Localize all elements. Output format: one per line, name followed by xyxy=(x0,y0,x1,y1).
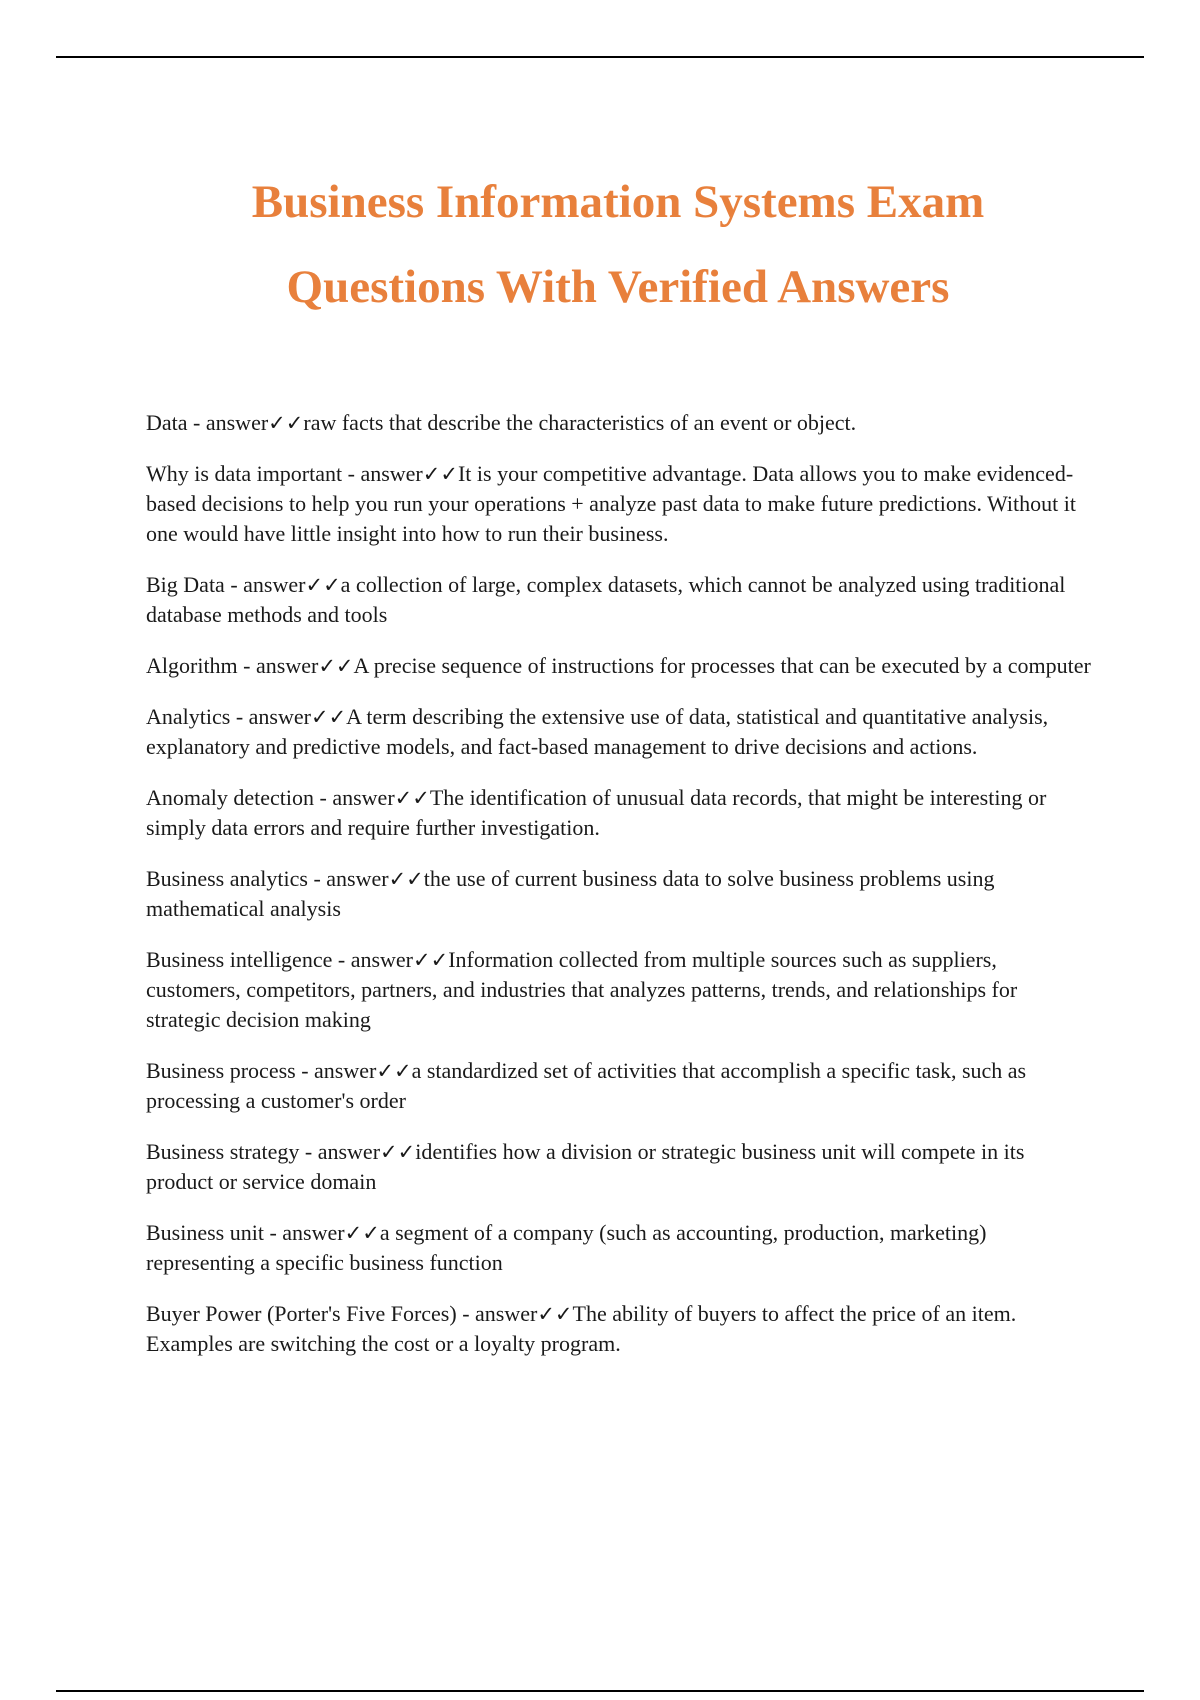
qa-entry: Buyer Power (Porter's Five Forces) - answer✓✓The ability of buyers to affect the price of an item. Examples are switching the cost or a loyalty program. xyxy=(146,1301,1017,1356)
answer-marker: answer xyxy=(326,866,389,891)
answer-marker: answer xyxy=(248,704,311,729)
answer-marker: answer xyxy=(332,785,395,810)
checkmark-icon: ✓✓ xyxy=(268,411,304,435)
bottom-rule xyxy=(56,1690,1144,1692)
document-title xyxy=(0,160,1200,330)
answer-marker: answer xyxy=(256,653,319,678)
entry-term: Big Data xyxy=(146,572,225,597)
top-rule xyxy=(56,56,1144,58)
entry-term: Business process xyxy=(146,1058,296,1083)
checkmark-icon: ✓✓ xyxy=(344,1221,380,1245)
checkmark-icon: ✓✓ xyxy=(394,786,430,810)
answer-marker: answer xyxy=(317,1139,381,1164)
entry-term: Why is data important xyxy=(146,461,343,486)
checkmark-icon: ✓✓ xyxy=(305,573,341,597)
entry-term: Algorithm xyxy=(146,653,238,678)
entry-term: Anomaly detection xyxy=(146,785,315,810)
answer-marker: answer xyxy=(205,410,269,435)
checkmark-icon: ✓✓ xyxy=(388,867,424,891)
entry-definition: It is your competitive advantage. Data allows you to make evidenced-based decisions to help you run your operations + analyze past data to make future predictions. Without it one would have little insight into how to run their business. xyxy=(146,461,1076,546)
checkmark-icon: ✓✓ xyxy=(376,1059,412,1083)
answer-marker: answer xyxy=(475,1301,538,1326)
entry-definition: The ability of buyers to affect the price of an item. Examples are switching the cost or a loyalty program. xyxy=(146,1301,1017,1356)
answer-marker: answer xyxy=(350,947,413,972)
qa-entry: Why is data important - answer✓✓It is your competitive advantage. Data allows you to make evidenced-based decisions to help you run your operations + analyze past data to make future predictions. Without it one would have little insight into how to run their business. xyxy=(146,461,1076,546)
entry-term: Analytics xyxy=(146,704,231,729)
qa-entry: Data - answer✓✓raw facts that describe the characteristics of an event or object. xyxy=(146,410,857,435)
entry-definition: The identification of unusual data records, that might be interesting or simply data errors and require further investigation. xyxy=(146,785,1047,840)
answer-marker: answer xyxy=(314,1058,377,1083)
entry-definition: a collection of large, complex datasets, which cannot be analyzed using traditional database methods and tools xyxy=(146,572,1066,627)
qa-entry: Business process - answer✓✓a standardized set of activities that accomplish a specific task, such as processing a customer's order xyxy=(146,1058,1027,1113)
entry-definition: raw facts that describe the characteristics of an event or object. xyxy=(303,410,857,435)
answer-marker: answer xyxy=(282,1220,345,1245)
qa-entry-list xyxy=(146,408,1096,1380)
checkmark-icon: ✓✓ xyxy=(537,1302,573,1326)
entry-definition: identifies how a division or strategic business unit will compete in its product or service domain xyxy=(146,1139,1025,1194)
entry-definition: A term describing the extensive use of data, statistical and quantitative analysis, explanatory and predictive models, and fact-based management to drive decisions and actions. xyxy=(146,704,1049,759)
answer-marker: answer xyxy=(243,572,306,597)
qa-entry: Business strategy - answer✓✓identifies how a division or strategic business unit will compete in its product or service domain xyxy=(146,1139,1025,1194)
entry-term: Business strategy xyxy=(146,1139,300,1164)
entry-term: Business unit xyxy=(146,1220,264,1245)
entry-term: Buyer Power (Porter's Five Forces) xyxy=(146,1301,457,1326)
qa-entry: Business unit - answer✓✓a segment of a company (such as accounting, production, marketing) representing a specific business function xyxy=(146,1220,987,1275)
entry-term: Data xyxy=(146,410,188,435)
answer-marker: answer xyxy=(360,461,423,486)
entry-definition: A precise sequence of instructions for processes that can be executed by a computer xyxy=(353,653,1091,678)
entry-definition: a segment of a company (such as accounting, production, marketing) representing a specific business function xyxy=(146,1220,987,1275)
entry-definition: Information collected from multiple sources such as suppliers, customers, competitors, partners, and industries that analyzes patterns, trends, and relationships for strategic decision making xyxy=(146,947,1018,1032)
qa-entry: Business analytics - answer✓✓the use of current business data to solve business problems using mathematical analysis xyxy=(146,866,995,921)
qa-entry: Algorithm - answer✓✓A precise sequence of instructions for processes that can be executed by a computer xyxy=(146,653,1091,678)
entry-definition: the use of current business data to solve business problems using mathematical analysis xyxy=(146,866,995,921)
checkmark-icon: ✓✓ xyxy=(413,948,449,972)
entry-definition: a standardized set of activities that accomplish a specific task, such as processing a customer's order xyxy=(146,1058,1027,1113)
qa-entry: Business intelligence - answer✓✓Information collected from multiple sources such as suppliers, customers, competitors, partners, and industries that analyzes patterns, trends, and relationships for strategic decision making xyxy=(146,947,1018,1032)
checkmark-icon: ✓✓ xyxy=(380,1140,416,1164)
checkmark-icon: ✓✓ xyxy=(422,462,458,486)
qa-entry: Anomaly detection - answer✓✓The identification of unusual data records, that might be interesting or simply data errors and require further investigation. xyxy=(146,785,1047,840)
title-line-2: Questions With Verified Answers xyxy=(286,261,950,313)
qa-entry: Big Data - answer✓✓a collection of large, complex datasets, which cannot be analyzed using traditional database methods and tools xyxy=(146,572,1066,627)
entry-term: Business analytics xyxy=(146,866,308,891)
entry-term: Business intelligence xyxy=(146,947,333,972)
title-line-1: Business Information Systems Exam xyxy=(251,176,985,228)
checkmark-icon: ✓✓ xyxy=(310,705,347,729)
checkmark-icon: ✓✓ xyxy=(318,654,354,678)
qa-entry: Analytics - answer✓✓A term describing the extensive use of data, statistical and quantitative analysis, explanatory and predictive models, and fact-based management to drive decisions and actions. xyxy=(146,704,1049,759)
